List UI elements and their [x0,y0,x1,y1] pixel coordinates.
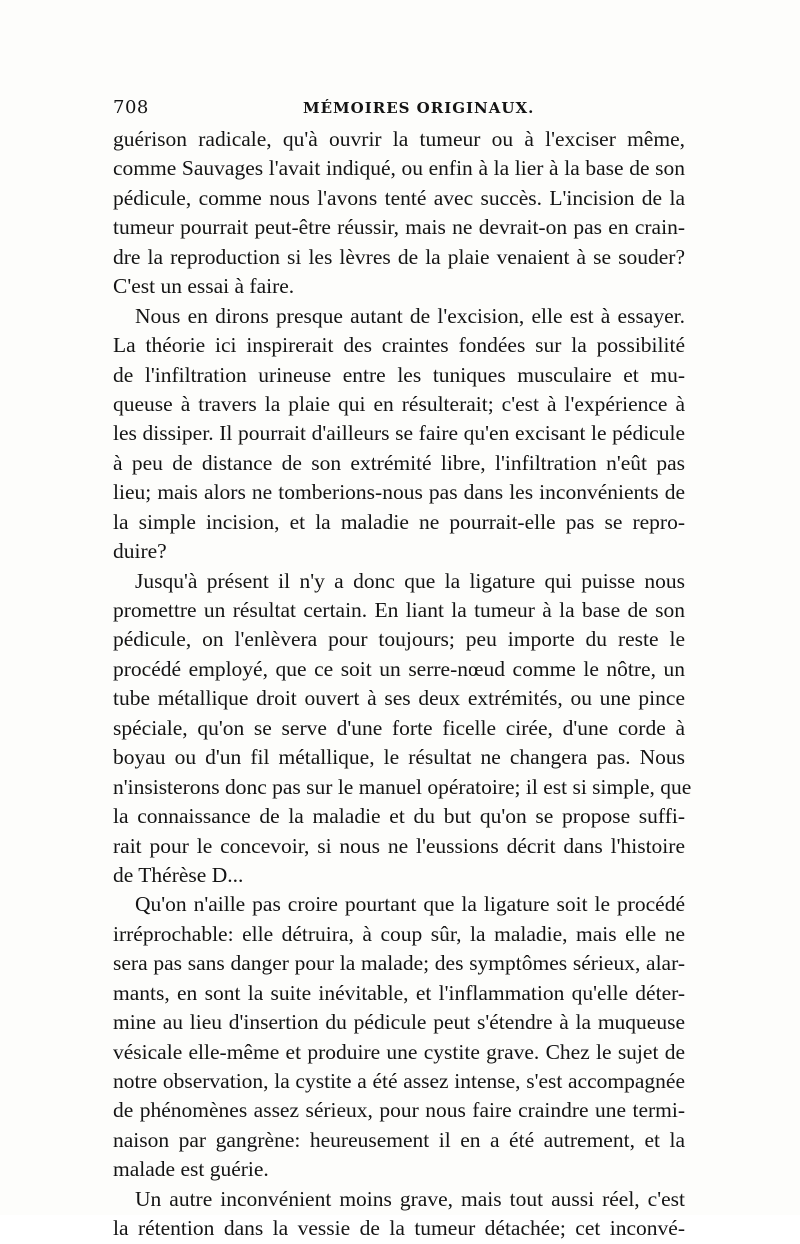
text-line: duire? [113,539,167,564]
paragraph-1 [113,125,685,302]
text-line: Jusqu'à présent il n'y a donc que la ligature qui puisse nous [135,568,685,593]
text-line: tube métallique droit ouvert à ses deux extrémités, ou une pince [113,686,685,711]
running-title: MÉMOIRES ORIGINAUX. [303,99,535,117]
text-line: de l'infiltration urineuse entre les tuniques musculaire et mu- [113,362,685,387]
page-number: 708 [113,97,149,118]
body-text [113,125,692,1244]
text-line: procédé employé, que ce soit un serre-nœud comme le nôtre, un [113,656,685,681]
text-line: dre la reproduction si les lèvres de la plaie venaient à se souder? [113,244,685,269]
text-line: Nous en dirons presque autant de l'excision, elle est à essayer. [135,303,685,328]
text-line: de phénomènes assez sérieux, pour nous faire craindre une termi- [113,1098,685,1123]
text-line: vésicale elle-même et produire une cystite grave. Chez le sujet de [113,1039,685,1064]
text-line: la rétention dans la vessie de la tumeur détachée; cet inconvé- [113,1216,685,1241]
text-line: tumeur pourrait peut-être réussir, mais ne devrait-on pas en crain- [113,215,685,240]
text-line: Un autre inconvénient moins grave, mais tout aussi réel, c'est [135,1186,685,1211]
text-line: rait pour le concevoir, si nous ne l'eussions décrit dans l'histoire [113,833,685,858]
text-line: la simple incision, et la maladie ne pourrait-elle pas se repro- [113,509,685,534]
text-line: queuse à travers la plaie qui en résulterait; c'est à l'expérience à [113,391,685,416]
text-line: n'insisterons donc pas sur le manuel opératoire; il est si simple, que [113,774,692,799]
text-line: naison par gangrène: heureusement il en a été autrement, et la [113,1127,685,1152]
text-line: lieu; mais alors ne tomberions-nous pas dans les inconvénients de [113,480,685,505]
paragraph-3 [113,567,692,891]
text-line: sera pas sans danger pour la malade; des symptômes sérieux, alar- [113,951,685,976]
text-line: de Thérèse D... [113,862,244,887]
text-line: malade est guérie. [113,1157,269,1182]
text-line: notre observation, la cystite a été assez intense, s'est accompagnée [113,1069,685,1093]
text-line: à peu de distance de son extrémité libre, l'infiltration n'eût pas [113,450,685,475]
text-line: les dissiper. Il pourrait d'ailleurs se faire qu'en excisant le pédicule [113,421,685,446]
paragraph-2 [113,302,685,567]
text-line: mine au lieu d'insertion du pédicule peut s'étendre à la muqueuse [113,1010,685,1035]
paragraph-5 [113,1185,685,1244]
text-line: La théorie ici inspirerait des craintes fondées sur la possibilité [113,333,685,358]
text-line: irréprochable: elle détruira, à coup sûr, la maladie, mais elle ne [113,921,685,946]
text-line: pédicule, comme nous l'avons tenté avec succès. L'incision de la [113,185,685,210]
page-header [113,97,685,121]
text-line: spéciale, qu'on se serve d'une forte ficelle cirée, d'une corde à [113,715,685,740]
text-line: promettre un résultat certain. En liant la tumeur à la base de son [113,598,685,622]
text-line: guérison radicale, qu'à ouvrir la tumeur ou à l'exciser même, [113,127,685,151]
paragraph-4 [113,890,685,1184]
text-line: comme Sauvages l'avait indiqué, ou enfin à la lier à la base de son [113,156,685,181]
text-line: Qu'on n'aille pas croire pourtant que la ligature soit le procédé [135,892,685,917]
text-line: mants, en sont la suite inévitable, et l'inflammation qu'elle déter- [113,980,685,1005]
text-line: C'est un essai à faire. [113,274,295,299]
text-line: pédicule, on l'enlèvera pour toujours; peu importe du reste le [113,627,685,652]
text-line: la connaissance de la maladie et du but qu'on se propose suffi- [113,804,685,829]
text-line: boyau ou d'un fil métallique, le résultat ne changera pas. Nous [113,745,685,770]
